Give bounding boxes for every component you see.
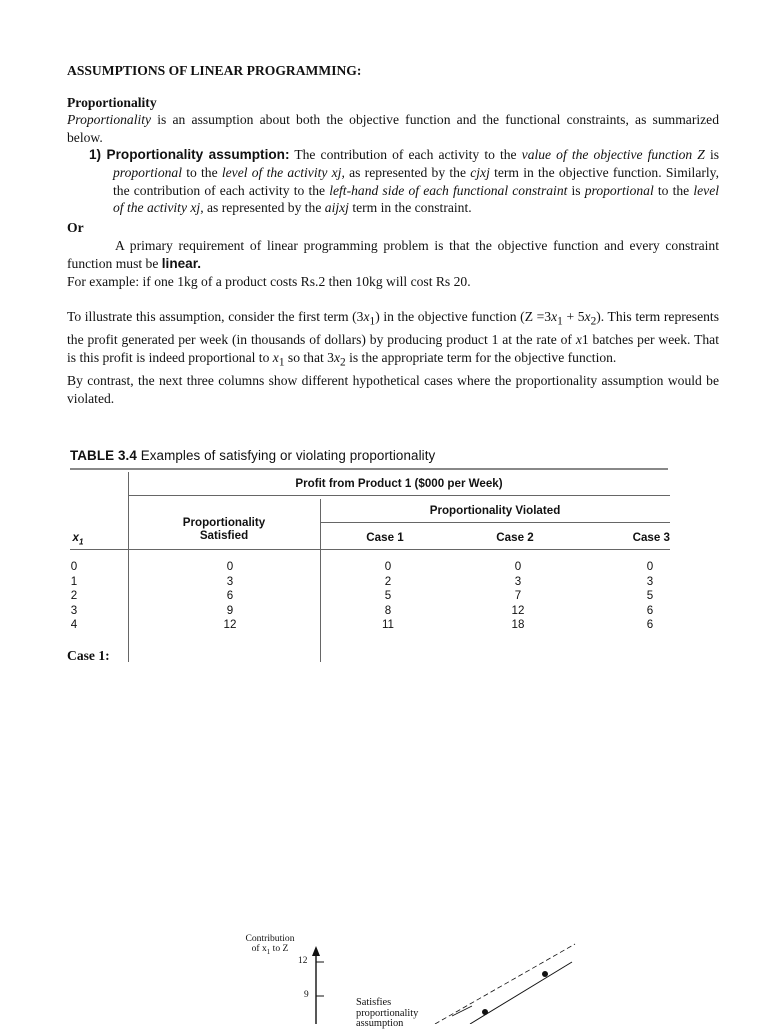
item-text: , as represented by the xyxy=(200,200,325,216)
example-line: For example: if one 1kg of a product costs Rs.2 then 10kg will cost Rs 20. xyxy=(67,273,471,289)
table-cell: 11 xyxy=(381,618,395,632)
case1-header: Case 1 xyxy=(366,531,404,544)
y-tick-label: 12 xyxy=(298,956,308,966)
item-text: as represented by the xyxy=(344,164,471,180)
linear-text: A primary requirement of linear programming problem is that the objective function and every constraint function must be xyxy=(67,238,719,271)
math-x: x xyxy=(363,309,370,325)
table-body xyxy=(70,472,670,662)
table-cell: 5 xyxy=(646,589,654,603)
case1-column xyxy=(368,560,408,633)
table-cell: 3 xyxy=(70,603,78,617)
item-italic: aijxj xyxy=(324,200,349,216)
table-cell: 7 xyxy=(514,589,522,603)
linear-paragraph xyxy=(67,237,719,272)
proportionality-table xyxy=(70,448,670,632)
illus-text: To illustrate this assumption, consider the first term (3 xyxy=(67,309,364,325)
y-tick-label: 9 xyxy=(304,990,309,1000)
column-divider xyxy=(128,472,129,662)
math-x: x xyxy=(272,350,279,366)
case3-header: Case 3 xyxy=(632,531,670,544)
intro-paragraph xyxy=(67,111,719,146)
math-sub: 2 xyxy=(340,356,346,369)
table-cell: 0 xyxy=(646,560,654,573)
math-x: x xyxy=(551,309,558,325)
x1-column xyxy=(64,560,84,633)
annotation-line: assumption xyxy=(356,1018,404,1030)
satisfied-header-line: Proportionality xyxy=(182,516,266,529)
item-italic: cjxj xyxy=(470,164,490,180)
table-cell: 3 xyxy=(646,574,654,588)
math-x: x xyxy=(333,350,341,366)
group-header: Profit from Product 1 ($000 per Week) xyxy=(295,477,503,490)
header-rule xyxy=(320,522,670,523)
intro-italic: Proportionality xyxy=(67,112,152,128)
math-sub: 1 xyxy=(369,315,376,328)
table-cell: 6 xyxy=(646,603,654,617)
case1-heading: Case 1: xyxy=(67,648,110,663)
illus-text: is the appropriate term for the objective function. xyxy=(345,350,617,366)
math-x: x xyxy=(584,309,591,325)
or-heading: Or xyxy=(67,219,84,235)
violated-header: Proportionality Violated xyxy=(429,504,561,517)
assumption-item xyxy=(89,146,720,216)
annotation-line: Satisfies xyxy=(356,997,392,1008)
document-body xyxy=(67,62,719,408)
satisfied-header-line: Satisfied xyxy=(199,529,249,542)
header-rule xyxy=(128,495,670,496)
item-italic: level of the activity xj, xyxy=(221,164,345,180)
table-cell: 6 xyxy=(226,589,234,603)
table-cell: 3 xyxy=(514,574,522,588)
illus-text: + 5 xyxy=(562,309,585,325)
item-text: term in the constraint. xyxy=(348,200,472,216)
dashed-line xyxy=(435,944,575,1024)
table-caption-text: Examples of satisfying or violating proportionality xyxy=(140,448,436,463)
case3-column xyxy=(630,560,670,633)
x1-header xyxy=(70,531,86,548)
table-cell: 0 xyxy=(226,560,234,573)
illus-text: so that 3 xyxy=(284,350,334,366)
math-x: x xyxy=(575,332,582,348)
data-point xyxy=(542,971,548,977)
table-label: TABLE 3.4 xyxy=(70,448,137,463)
y-label-sub: 1 xyxy=(266,947,271,956)
contrast-paragraph: By contrast, the next three columns show different hypothetical cases where the proportionality assumption would be violated. xyxy=(67,373,719,406)
item-italic: level of the activity xj xyxy=(113,182,719,216)
linear-word: linear. xyxy=(161,255,202,271)
y-label-line: Contribution xyxy=(245,933,295,944)
table-cell: 1 xyxy=(70,574,78,588)
item-italic: value of the objective function Z xyxy=(521,147,705,163)
table-caption xyxy=(70,448,670,463)
item-italic: proportional xyxy=(113,164,182,180)
page-title: ASSUMPTIONS OF LINEAR PROGRAMMING: xyxy=(67,63,362,78)
x-header-sub: 1 xyxy=(79,537,84,547)
y-axis-arrow xyxy=(312,946,320,956)
column-divider xyxy=(320,499,321,662)
table-cell: 18 xyxy=(511,618,525,632)
item-text: is xyxy=(704,147,720,163)
y-label-text: to Z xyxy=(270,943,289,954)
table-cell: 5 xyxy=(384,589,392,603)
table-cell: 0 xyxy=(514,560,522,573)
table-cell: 6 xyxy=(646,618,654,632)
x-header-text: x xyxy=(72,531,79,544)
table-cell: 4 xyxy=(70,618,78,632)
table-cell: 0 xyxy=(384,560,392,573)
figure-annotation xyxy=(356,998,418,1030)
case2-column xyxy=(498,560,538,633)
section-heading: Proportionality xyxy=(67,94,157,110)
math-sub: 1 xyxy=(278,356,285,369)
item-text: to the xyxy=(653,182,694,198)
table-cell: 0 xyxy=(70,560,78,573)
table-top-rule xyxy=(70,468,668,470)
item-italic: left-hand side of each functional constraint xyxy=(329,182,568,198)
table-cell: 3 xyxy=(226,574,234,588)
assumption-label: 1) Proportionality assumption: xyxy=(89,147,290,163)
item-text: to the xyxy=(181,164,222,180)
table-cell: 8 xyxy=(384,603,392,617)
item-text: term in the objective function. Similarly, the contribution of each activity to the xyxy=(113,164,719,198)
case2-header: Case 2 xyxy=(496,531,534,544)
item-italic: proportional xyxy=(584,182,654,198)
intro-rest: is an assumption about both the objective function and the functional constraints, as summarized below. xyxy=(67,112,719,145)
math-sub: 2 xyxy=(590,315,597,328)
satisfied-header xyxy=(128,516,320,542)
header-rule xyxy=(70,549,670,550)
illus-text: 1 batches per week. That is this profit is indeed proportional to xyxy=(67,332,719,366)
proportionality-figure xyxy=(220,928,600,1030)
illus-text: ). This term represents the profit generated per week (in thousands of dollars) by producing product 1 at the rate of xyxy=(67,309,719,348)
annotation-pointer xyxy=(452,1006,472,1016)
illustration-paragraph xyxy=(67,308,719,372)
table-cell: 2 xyxy=(70,589,78,603)
item-text: is xyxy=(567,182,585,198)
item-text: The contribution of each activity to the xyxy=(289,147,522,163)
illus-text: ) in the objective function (Z =3 xyxy=(375,309,552,325)
table-cell: 9 xyxy=(226,603,234,617)
satisfied-column xyxy=(210,560,250,633)
annotation-line: proportionality xyxy=(356,1007,419,1019)
table-cell: 12 xyxy=(511,603,525,617)
y-label-text: of x xyxy=(251,943,267,954)
math-sub: 1 xyxy=(557,315,563,328)
table-cell: 12 xyxy=(223,618,237,632)
table-cell: 2 xyxy=(384,574,392,588)
data-point xyxy=(482,1009,488,1015)
